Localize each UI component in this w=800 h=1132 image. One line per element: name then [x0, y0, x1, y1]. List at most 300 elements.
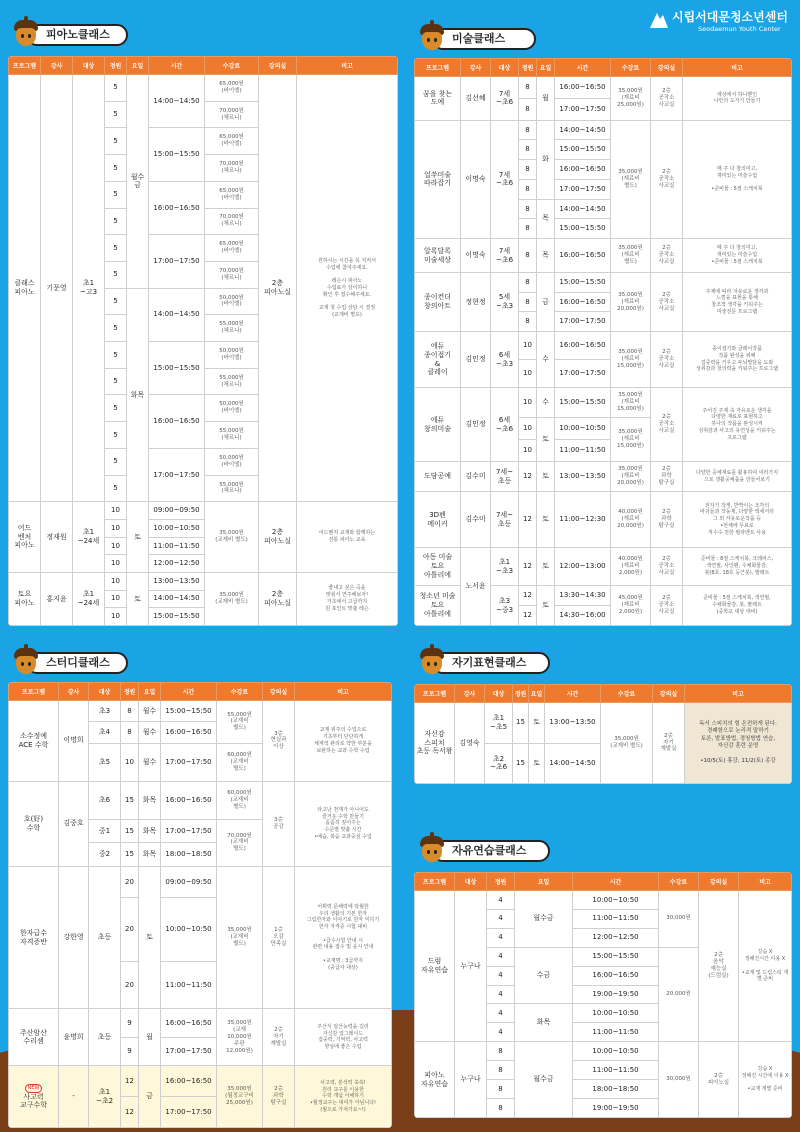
days: 수 [537, 388, 555, 418]
time: 16:00~16:50 [161, 781, 217, 819]
days: 화목 [139, 781, 161, 819]
header-cell: 수강료 [611, 59, 651, 77]
time: 12:00~13:00 [555, 548, 611, 586]
capacity: 12 [519, 586, 537, 606]
note: 좋내고 싶은 곡을 맞춰서 연주해보자! 기초에서 고급까지 원 포인트 맞춤 레슨 [297, 572, 398, 625]
note: 세상에서 하나뿐인 나만의 도자기 만들기 [683, 77, 792, 121]
teacher: 이명숙 [461, 239, 491, 273]
time: 10:00~10:50 [555, 418, 611, 440]
program-name: 얼쑤미술 따라잡기 [415, 120, 461, 238]
time: 11:00~12:30 [555, 492, 611, 548]
header-cell: 강사 [455, 685, 485, 703]
time: 16:00~16:50 [161, 722, 217, 743]
time: 15:00~15:50 [555, 219, 611, 239]
header-cell: 시간 [545, 685, 601, 703]
note: 강습 X 정해진시간 이용 X •교재 및 드럼스틱 개별 준비 [739, 891, 792, 1042]
time: 15:00~15:50 [149, 342, 205, 395]
header-cell: 정원 [121, 683, 139, 701]
teacher: 윤명희 [59, 1009, 89, 1066]
room: 2층 공작소 사교실 [651, 548, 683, 586]
header-cell: 요일 [529, 685, 545, 703]
time: 11:00~11:50 [573, 909, 659, 928]
note: 주산식 암산능력을 길러 자신감 업그레이드 집중력, 기억력, 사고력 향상에 좋은 수업 [295, 1009, 392, 1066]
table-row [9, 867, 392, 898]
time: 12:00~12:50 [149, 555, 205, 573]
time: 19:00~19:50 [573, 1098, 659, 1117]
fee: 35,000원 (교재비 별도) [217, 867, 263, 1009]
capacity: 10 [105, 590, 127, 608]
fee: 70,000원 (체르니) [205, 261, 259, 288]
program-name: 자신감 스피치 초등 독서왕 [415, 703, 455, 784]
table-row [415, 1042, 792, 1061]
room: 1층 오감 만족실 [263, 867, 295, 1009]
days: 화목 [127, 288, 149, 502]
header-cell: 요일 [537, 59, 555, 77]
capacity: 8 [519, 120, 537, 140]
target: 초1 ~초3 [491, 548, 519, 586]
header-cell: 강의실 [653, 685, 685, 703]
acorn-mascot-icon [420, 834, 444, 862]
note: 강습 X 정해진 시간에 이용 X •교재 개별 준비 [739, 1042, 792, 1118]
header-cell: 비고 [739, 873, 792, 891]
days: 금 [139, 1066, 161, 1128]
time: 17:00~17:50 [555, 312, 611, 332]
room: 2층 공작소 사교실 [651, 239, 683, 273]
section-title: 자유연습클래스 [432, 840, 550, 862]
note: 주제에 따라 자유로운 생각과 느낌을 표현을 통해 창조적 생각을 키워주는 미술전문 프로그램 [683, 273, 792, 332]
room: 2층 피아노실 [699, 1042, 739, 1118]
time: 13:00~13:50 [149, 572, 205, 590]
teacher: 김영숙 [455, 703, 485, 784]
fee: 35,000원 (재료비 별도) [611, 239, 651, 273]
time: 11:00~11:50 [573, 1061, 659, 1080]
days: 토 [537, 548, 555, 586]
header-cell: 강의실 [651, 59, 683, 77]
teacher: 이명숙 [461, 120, 491, 238]
header-cell: 강사 [41, 57, 73, 75]
teacher: 강한영 [59, 867, 89, 1009]
target: 초5 [89, 743, 121, 781]
capacity: 5 [105, 208, 127, 235]
fee: 20,000원 [659, 947, 699, 1042]
time: 09:00~09:50 [149, 502, 205, 520]
program-name: 종이컨더 창의아트 [415, 273, 461, 332]
piano-table [8, 56, 398, 626]
fee: 30,000원 [659, 891, 699, 948]
capacity: 10 [519, 332, 537, 360]
time: 14:00~14:50 [545, 743, 601, 784]
target: 7세 ~초6 [491, 77, 519, 121]
days: 월수금 [127, 75, 149, 289]
capacity: 4 [487, 1004, 515, 1023]
capacity: 8 [519, 179, 537, 199]
header-cell: 프로그램 [415, 59, 461, 77]
time: 14:00~14:50 [149, 288, 205, 341]
header-cell: 프로그램 [9, 57, 41, 75]
header-cell: 대상 [491, 59, 519, 77]
header-cell: 정원 [487, 873, 515, 891]
table-row [415, 891, 792, 910]
days: 금 [537, 273, 555, 332]
room: 2층 피아노실 [259, 75, 297, 502]
target: 초1 ~24세 [73, 502, 105, 573]
header-cell: 정원 [519, 59, 537, 77]
time: 10:00~10:50 [149, 519, 205, 537]
fee: 55,000원 (체르니) [205, 368, 259, 395]
target: 초등 [89, 867, 121, 1009]
fee: 50,000원 (바이엘) [205, 448, 259, 475]
note: 독서 스피치의 힘 온전하게 된다. 경쾌함으로 논리적 말하기 토론, 발표방법, 경청방법 연습, 자신감 훈련 운영 •10/5(토) 휴강, 11/2(토) 종강 [685, 703, 792, 784]
time: 14:00~14:50 [555, 199, 611, 219]
capacity: 8 [487, 1080, 515, 1099]
capacity: 5 [105, 235, 127, 262]
table-row [9, 75, 398, 102]
note: 준비물 : 5절 스케치북, 색연필, 수채화물감, 붓, 팔레트 (중학교 대상 대비) [683, 586, 792, 626]
days: 목 [537, 239, 555, 273]
program-name: 도담공예 [415, 462, 461, 492]
fee: 35,000원 (교재비 별도) [601, 703, 653, 784]
teacher: 김선혜 [461, 77, 491, 121]
target: 7세 ~초6 [491, 120, 519, 238]
header-cell: 강의실 [259, 57, 297, 75]
study-table [8, 682, 392, 1128]
capacity: 4 [487, 1023, 515, 1042]
note: 교재 위주의 수업으로 기초부터 단단하게 체계적 관리로 약한 부분을 보완하는 교과 수학 수업 [295, 701, 392, 782]
target: 초4 [89, 722, 121, 743]
time: 15:00~15:50 [555, 388, 611, 418]
capacity: 10 [519, 418, 537, 440]
capacity: 8 [519, 239, 537, 273]
note: 원하시는 시간을 꼭 지켜서 수업에 참여주세요. 레슨시 피아노 수업료가 상이하니 확인 후 접수해주세요. 교재 첫 수업 상담 시 결정 (교재비 별도) [297, 75, 398, 502]
time: 17:00~17:50 [161, 1037, 217, 1065]
capacity: 9 [121, 1009, 139, 1037]
capacity: 5 [105, 261, 127, 288]
capacity: 5 [105, 448, 127, 475]
acorn-mascot-icon [420, 22, 444, 50]
fee: 40,000원 (재료비 20,000원) [611, 492, 651, 548]
header-cell: 프로그램 [415, 873, 455, 891]
fee: 60,000원 (교재비 별도) [217, 743, 263, 781]
room: 2층 공작소 사교실 [651, 120, 683, 238]
table-row [415, 462, 792, 492]
table-row [415, 492, 792, 548]
time: 16:00~16:50 [161, 1009, 217, 1037]
fee: 30,000원 [659, 1042, 699, 1118]
capacity: 20 [121, 867, 139, 898]
fee: 50,000원 (바이엘) [205, 342, 259, 369]
time: 17:00~17:50 [149, 448, 205, 501]
note: 어드벤처 교재와 함께하는 전통 피아노 교육 [297, 502, 398, 573]
days: 토 [537, 418, 555, 462]
time: 14:00~14:50 [555, 120, 611, 140]
program-name: 아동 미술 토요 아틀리에 [415, 548, 461, 586]
time: 12:00~12:50 [573, 928, 659, 947]
table-row [9, 1009, 392, 1037]
days: 수 [537, 332, 555, 388]
fee: 35,000원 (교재 10,000원 주판 12,000원) [217, 1009, 263, 1066]
days: 목 [537, 199, 555, 238]
time: 17:00~17:50 [161, 819, 217, 843]
target: 7세 ~초6 [491, 239, 519, 273]
room: 3층 공감 [263, 781, 295, 866]
target: 6세 ~초6 [491, 388, 519, 462]
capacity: 10 [105, 608, 127, 626]
capacity: 10 [105, 519, 127, 537]
table-row [9, 1066, 392, 1097]
time: 15:00~15:50 [555, 140, 611, 160]
fee: 45,000원 (재료비 2,000원) [611, 586, 651, 626]
note: 주어진 주제 속 자유로운 생각을 다양한 재료로 표현하고 하나의 작품을 완성시켜 성취감과 사고의 유연성을 키워주는 프로그램 [683, 388, 792, 462]
teacher: 김민정 [461, 332, 491, 388]
capacity: 8 [519, 140, 537, 160]
room: 2층 공작소 사교실 [651, 77, 683, 121]
piano-section [8, 18, 398, 630]
header-cell: 시간 [149, 57, 205, 75]
art-section [414, 18, 792, 630]
capacity: 4 [487, 891, 515, 910]
capacity: 15 [121, 843, 139, 867]
capacity: 10 [519, 388, 537, 418]
room: 2층 자기 계발실 [653, 703, 685, 784]
target: 초1 ~고3 [73, 75, 105, 502]
capacity: 12 [121, 1066, 139, 1097]
free-practice-section [414, 834, 792, 1126]
table-row [415, 703, 792, 744]
time: 15:00~15:50 [161, 701, 217, 722]
fee: 55,000원 (체르니) [205, 315, 259, 342]
program-name: 드럼 자유연습 [415, 891, 455, 1042]
teacher: 김수미 [461, 462, 491, 492]
program-name: 소수정예 ACE 수학 [9, 701, 59, 782]
acorn-mascot-icon [14, 18, 38, 46]
program-name: 주산암산 수리셈 [9, 1009, 59, 1066]
days: 화목 [139, 843, 161, 867]
room: 2층 공작소 사교실 [651, 586, 683, 626]
time: 10:00~10:50 [573, 1004, 659, 1023]
time: 17:00~17:50 [161, 1097, 217, 1128]
time: 18:00~18:50 [573, 1080, 659, 1099]
time: 16:00~16:50 [555, 239, 611, 273]
section-title: 피아노클래스 [26, 24, 128, 46]
header-cell: 강사 [461, 59, 491, 77]
program-name: 꿈을 찾는 도예 [415, 77, 461, 121]
teacher: 기문영 [41, 75, 73, 502]
room: 2층 과학 탐구실 [263, 1066, 295, 1128]
fee: 60,000원 (교재비 별도) [217, 781, 263, 819]
time: 14:00~14:50 [149, 75, 205, 128]
capacity: 12 [519, 462, 537, 492]
capacity: 4 [487, 966, 515, 985]
time: 15:00~15:50 [149, 128, 205, 181]
capacity: 12 [519, 606, 537, 626]
capacity: 4 [487, 928, 515, 947]
program-name: 클래스 피아노 [9, 75, 41, 502]
time: 19:00~19:50 [573, 985, 659, 1004]
time: 16:00~16:50 [573, 966, 659, 985]
target: 중2 [89, 843, 121, 867]
program-name: 에듀 창의미술 [415, 388, 461, 462]
section-title: 미술클래스 [432, 28, 536, 50]
time: 10:00~10:50 [573, 891, 659, 910]
fee: 35,000원 (교재비 별도) [205, 572, 259, 625]
room: 3층 현실과 이상 [263, 701, 295, 782]
fee: 65,000원 (바이엘) [205, 75, 259, 102]
capacity: 5 [105, 395, 127, 422]
days: 월수금 [515, 891, 573, 948]
table-row [415, 548, 792, 586]
time: 11:00~11:50 [161, 961, 217, 1008]
capacity: 8 [121, 722, 139, 743]
header-cell: 강의실 [263, 683, 295, 701]
fee: 40,000원 (재료비 2,000원) [611, 548, 651, 586]
capacity: 8 [519, 77, 537, 99]
teacher: 김민정 [461, 388, 491, 462]
days: 토 [127, 572, 149, 625]
note: 타고난 천재가 아니어도 즐거운 수학 만들기 꼼꼼히 짚어주는 수준별 맞춤 시간 •예습, 복습 교과중심 수업 [295, 781, 392, 866]
fee: 35,000원 (재료비 25,000원) [611, 77, 651, 121]
capacity: 10 [105, 502, 127, 520]
teacher: - [59, 1066, 89, 1128]
teacher: 정현정 [461, 273, 491, 332]
capacity: 5 [105, 475, 127, 502]
header-cell: 정원 [105, 57, 127, 75]
capacity: 4 [487, 947, 515, 966]
target: 누구나 [455, 1042, 487, 1118]
fee: 70,000원 (체르니) [205, 155, 259, 182]
note: 전자기 작게, 반짝이는 조각의 바귀들과 작동제, 다양한 액세서리 그 외 자유로운작품 등 •전체에 무료로 직수수 전한 필라멘트 사용 [683, 492, 792, 548]
time: 13:00~13:50 [545, 703, 601, 744]
capacity: 9 [121, 1037, 139, 1065]
fee: 35,000원 (재료비 20,000원) [611, 273, 651, 332]
time: 11:00~11:50 [555, 440, 611, 462]
teacher: 김중호 [59, 781, 89, 866]
fee: 50,000원 (바이엘) [205, 395, 259, 422]
capacity: 8 [487, 1061, 515, 1080]
fee: 35,000원 (월정교구비 25,000원) [217, 1066, 263, 1128]
fee: 70,000원 (체르니) [205, 101, 259, 128]
time: 14:30~16:00 [555, 606, 611, 626]
program-name: 토요 피아노 [9, 572, 41, 625]
program-name [9, 1066, 59, 1128]
capacity: 20 [121, 897, 139, 961]
table-row [415, 239, 792, 273]
header-cell: 시간 [573, 873, 659, 891]
time: 14:00~14:50 [149, 590, 205, 608]
time: 16:00~16:50 [555, 77, 611, 99]
header-cell: 수강료 [601, 685, 653, 703]
time: 11:00~11:50 [573, 1023, 659, 1042]
capacity: 8 [121, 701, 139, 722]
time: 15:00~15:50 [555, 273, 611, 293]
fee: 35,000원 (재료비 별도) [611, 120, 651, 238]
new-badge: NEW [25, 1084, 43, 1092]
program-name: 3D펜 메이커 [415, 492, 461, 548]
table-row [415, 332, 792, 360]
days: 월수금 [515, 1042, 573, 1118]
header-cell: 대상 [89, 683, 121, 701]
capacity: 5 [105, 368, 127, 395]
days: 토 [127, 502, 149, 573]
program-label: 사고력 교구수학 [19, 1092, 48, 1110]
capacity: 15 [513, 743, 529, 784]
capacity: 10 [519, 440, 537, 462]
time: 16:00~16:50 [149, 395, 205, 448]
capacity: 8 [519, 199, 537, 219]
time: 16:00~16:50 [555, 292, 611, 312]
time: 17:00~17:50 [555, 360, 611, 388]
note: 종이접기와 클레이작품 작품 완성을 위해 집중력을 키우고 두뇌발달을 도와 성취감과 창의력을 키워주는 프로그램 [683, 332, 792, 388]
time: 17:00~17:50 [161, 743, 217, 781]
time: 13:30~14:30 [555, 586, 611, 606]
header-cell: 비고 [685, 685, 792, 703]
days: 토 [537, 462, 555, 492]
note: 매 주 다 창의미고, 재미있는 미술수업 •준비물 : 5절 스케치북 [683, 239, 792, 273]
target: 초등 [89, 1009, 121, 1066]
capacity: 10 [519, 360, 537, 388]
header-cell: 비고 [295, 683, 392, 701]
note: 준비물 : 8절 스케치북, 크레파스, 색연필, 사인펜, 수채화물감, 붓(8호, 18호 둥근붓), 팔레트 [683, 548, 792, 586]
fee: 55,000원 (교재비 별도) [217, 701, 263, 744]
target: 초3 [89, 701, 121, 722]
target: 5세 ~초3 [491, 273, 519, 332]
capacity: 5 [105, 128, 127, 155]
header-cell: 비고 [297, 57, 398, 75]
note: 어휘력 문해력에 탁월한 우리 생활의 기본 한자 그림한자와 이야기로 한자 익히기 한자 자격증 시험 대비 •급수시험 안내 시 관련 내용 접수 및 응시 안내 •교재명 : 3급까지 (중급자 대상) [295, 867, 392, 1009]
days: 화목 [515, 1004, 573, 1042]
program-name: 호(好) 수학 [9, 781, 59, 866]
table-row [9, 701, 392, 722]
header-cell: 프로그램 [9, 683, 59, 701]
capacity: 5 [105, 342, 127, 369]
room: 2층 공작소 사교실 [651, 332, 683, 388]
program-name: 알록달록 미술세상 [415, 239, 461, 273]
header-cell: 수강료 [659, 873, 699, 891]
room: 2층 음악 예능실 (드럼실) [699, 891, 739, 1042]
teacher: 김수미 [461, 492, 491, 548]
fee: 35,000원 (교재비 별도) [205, 502, 259, 573]
art-table [414, 58, 792, 626]
capacity: 10 [105, 572, 127, 590]
capacity: 12 [519, 492, 537, 548]
header-cell: 정원 [513, 685, 529, 703]
time: 16:00~16:50 [555, 332, 611, 360]
table-row [415, 120, 792, 140]
capacity: 8 [519, 312, 537, 332]
capacity: 8 [519, 98, 537, 120]
header-cell: 수강료 [217, 683, 263, 701]
target: 중1 [89, 819, 121, 843]
capacity: 8 [519, 292, 537, 312]
days: 토 [139, 867, 161, 1009]
days: 월수 [139, 722, 161, 743]
program-name: 어드 벤처 피아노 [9, 502, 41, 573]
fee: 35,000원 (재료비 15,000원) [611, 332, 651, 388]
program-name: 한자급수 자격증반 [9, 867, 59, 1009]
note: 사고력, 분석력 쑥쑥! 원리 교구를 이용한 수학 개념 이해하기 •월정교구는 대여가 아님니다! (월으로 가져가요~!) [295, 1066, 392, 1128]
days: 수금 [515, 947, 573, 1004]
center-logo-icon [648, 10, 670, 30]
capacity: 10 [105, 537, 127, 555]
days: 화 [537, 120, 555, 199]
time: 17:00~17:50 [555, 179, 611, 199]
header-cell: 요일 [139, 683, 161, 701]
acorn-mascot-icon [420, 646, 444, 674]
target: 초1 ~24세 [73, 572, 105, 625]
time: 10:00~10:50 [573, 1042, 659, 1061]
fee: 35,000원 (재료비 20,000원) [611, 462, 651, 492]
days: 월수 [139, 743, 161, 781]
acorn-mascot-icon [14, 646, 38, 674]
